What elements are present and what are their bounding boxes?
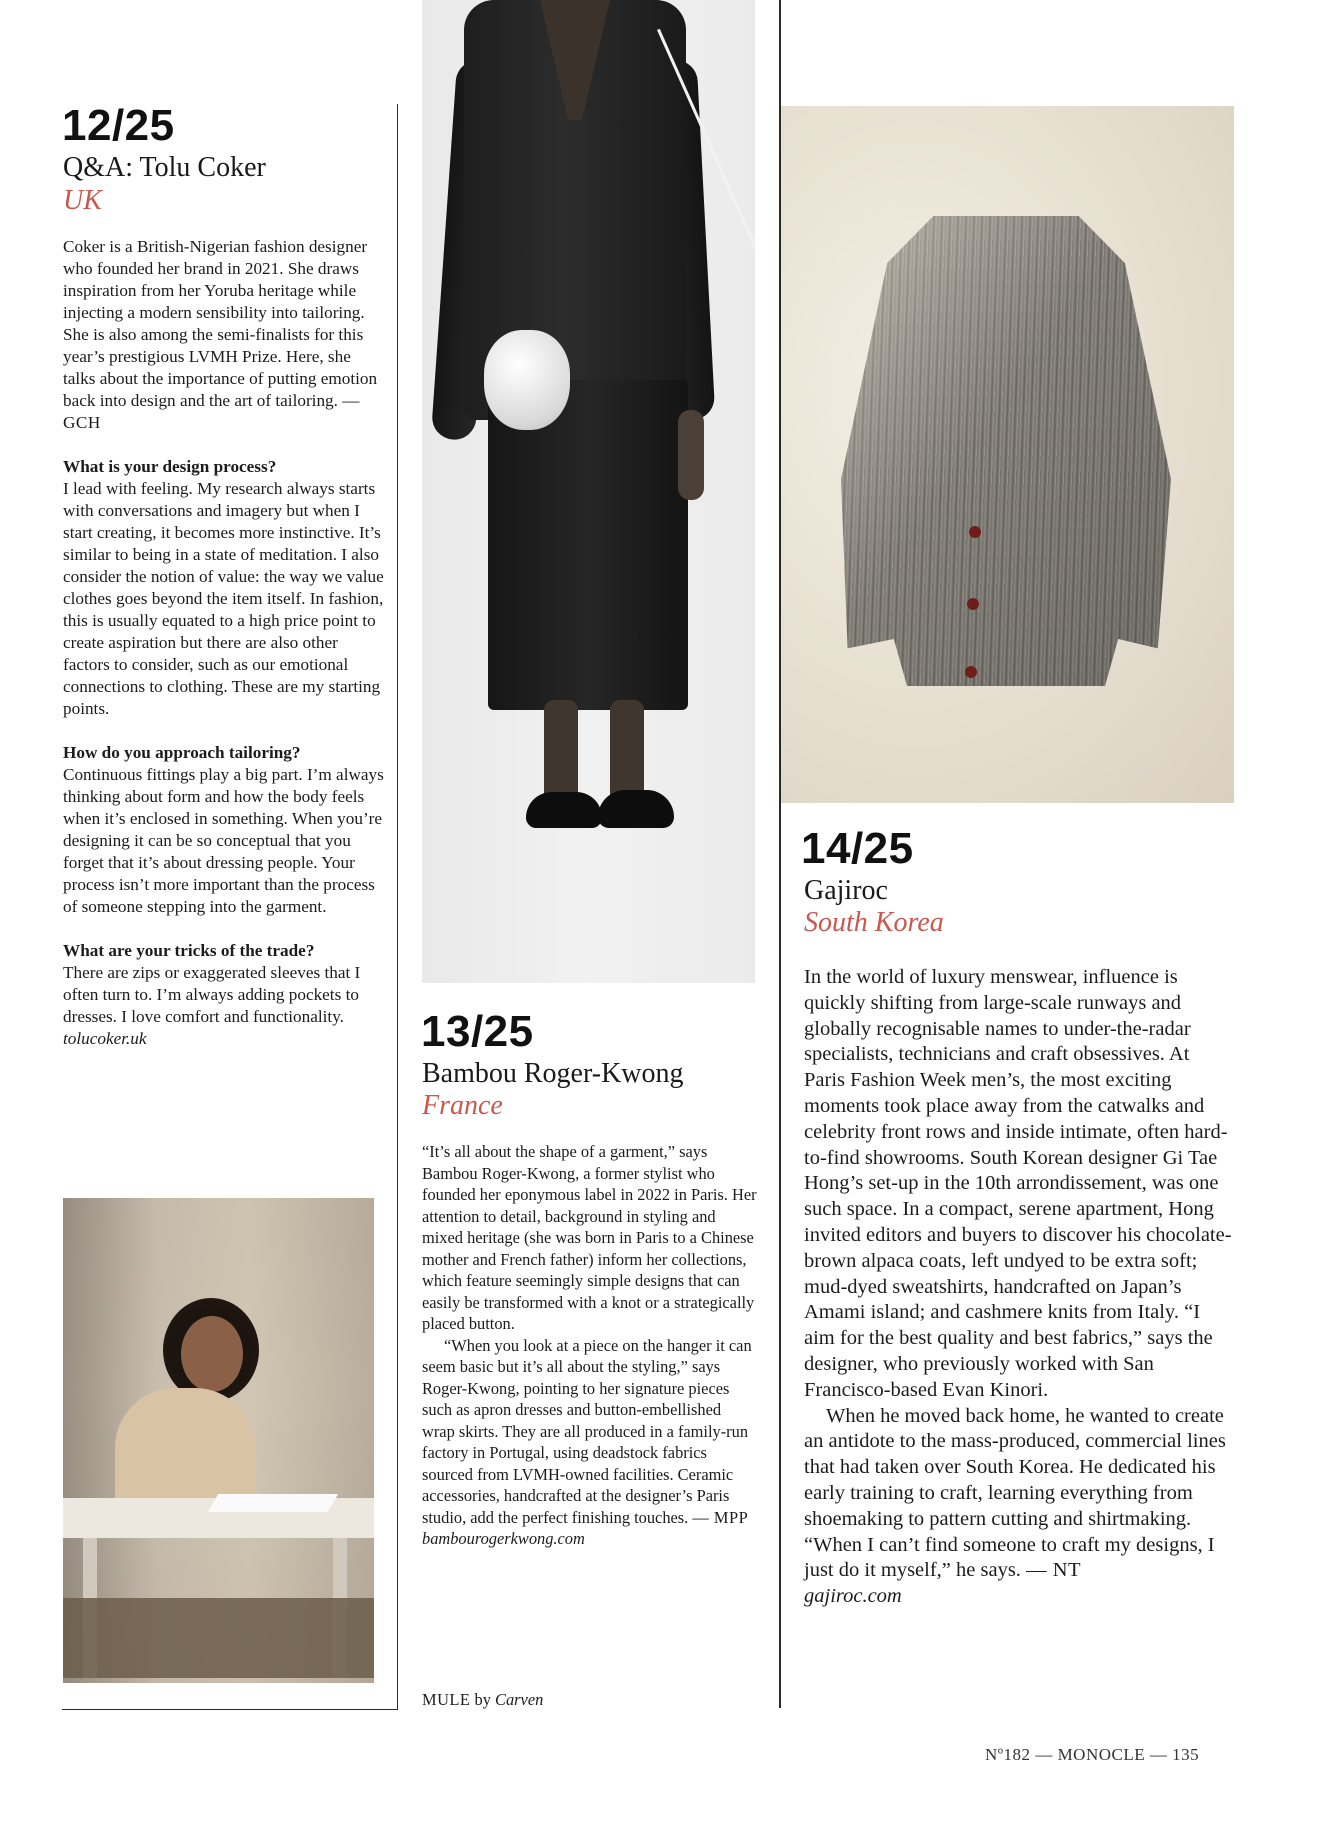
section-number: 14/25 — [801, 824, 914, 873]
question-heading: How do you approach tailoring? — [63, 743, 301, 762]
website-link[interactable]: tolucoker.uk — [63, 1029, 147, 1048]
answer-text: There are zips or exaggerated sleeves that I often turn to. I’m always adding pockets to dresses. I love comfort and functionality. — [63, 963, 361, 1026]
section-title: Bambou Roger-Kwong — [422, 1058, 684, 1089]
website-link[interactable]: bambourogerkwong.com — [422, 1529, 585, 1548]
author-initials: — MPP — [692, 1507, 749, 1527]
answer-text: Continuous fittings play a big part. I’m always thinking about form and how the body feels when it’s enclosed in something. When you’re designing it can be so conceptual that you forget that it’s about dressing people. Your process isn’t more important than the process of someone stepping into the garment. — [63, 765, 384, 916]
photo-figure-body — [115, 1388, 255, 1508]
page-folio — [985, 1745, 1199, 1765]
paragraph: When he moved back home, he wanted to create an antidote to the mass-produced, commercial lines that had taken over South Korea. He dedicated his early training to craft, learning everything from shoemaking to pattern cutting and shirtmaking. “When I can’t find someone to craft my designs, I just do it myself,” he says. — [804, 1404, 1226, 1582]
magazine-name: MONOCLE — [1057, 1745, 1146, 1764]
photo-shelf — [63, 1598, 374, 1678]
jacket-photo — [781, 106, 1234, 803]
intro-text: Coker is a British-Nigerian fashion designer who founded her brand in 2021. She draws inspiration from her Yoruba heritage while injecting a modern sensibility into tailoring. She is also among the semi-finalists for this year’s prestigious LVMH Prize. Here, she talks about the importance of putting emotion back into design and the art of tailoring. — [63, 237, 378, 410]
question-heading: What is your design process? — [63, 457, 277, 476]
website-link[interactable]: gajiroc.com — [804, 1585, 902, 1608]
section-number: 13/25 — [421, 1007, 534, 1056]
article-body — [63, 236, 385, 1050]
caption-by: by — [474, 1690, 491, 1709]
photo-light — [841, 216, 1171, 686]
column-rule-left — [397, 104, 398, 1710]
photo-caption — [422, 1689, 757, 1711]
section-country: France — [422, 1090, 503, 1121]
section-title: Q&A: Tolu Coker — [63, 152, 266, 183]
question-heading: What are your tricks of the trade? — [63, 941, 315, 960]
page-number: 135 — [1172, 1745, 1200, 1764]
photo-figure-hand — [678, 410, 704, 500]
photo-paper — [208, 1494, 338, 1512]
article-body — [422, 1141, 757, 1550]
photo-mule-shoe — [526, 792, 602, 828]
photo-jacket-button — [969, 526, 981, 538]
section-title: Gajiroc — [804, 875, 888, 906]
photo-jacket-button — [967, 598, 979, 610]
designer-portrait-photo — [63, 1198, 374, 1683]
caption-item: MULE — [422, 1690, 471, 1709]
author-initials: — GCH — [63, 391, 360, 432]
section-number: 12/25 — [62, 101, 175, 150]
section-country: South Korea — [804, 907, 944, 938]
issue-number: Nº182 — [985, 1745, 1031, 1764]
paragraph: “It’s all about the shape of a garment,” says Bambou Roger-Kwong, a former stylist who founded her eponymous label in 2022 in Paris. Her attention to detail, background in styling and mixed heritage (she was born in Paris to a Chinese mother and French father) inform her collections, which feature seemingly simple designs that can easily be transformed with a knot or a strategically placed button. — [422, 1142, 757, 1333]
model-photo — [422, 0, 755, 983]
photo-figure-head — [181, 1316, 243, 1392]
caption-brand: Carven — [495, 1690, 544, 1709]
folio-separator: — — [1035, 1745, 1053, 1764]
section-country: UK — [63, 185, 102, 216]
column-rule-bottom-left — [62, 1709, 398, 1710]
answer-text: I lead with feeling. My research always starts with conversations and imagery but when I start creating, it becomes more instinctive. It’s similar to being in a state of meditation. I also consider the notion of value: the way we value clothes goes beyond the item itself. In fashion, this is usually equated to a high price point to create aspiration but there are also other factors to consider, such as our emotional connections to clothing. These are my starting points. — [63, 479, 384, 718]
article-body — [804, 965, 1234, 1610]
paragraph: In the world of luxury menswear, influence is quickly shifting from large-scale runways and globally recognisable names to under-the-radar specialists, technicians and craft obsessives. At Paris Fashion Week men’s, the most exciting moments took place away from the catwalks and celebrity front rows and inside intimate, often hard-to-find showrooms. South Korean designer Gi Tae Hong’s set-up in the 10th arrondissement, was one such space. In a compact, serene apartment, Hong invited editors and buyers to discover his chocolate-brown alpaca coats, left undyed to be extra soft; mud-dyed sweatshirts, handcrafted on Japan’s Amami island; and cashmere knits from Italy. “I aim for the best quality and best fabrics,” says the designer, who previously worked with San Francisco-based Evan Kinori. — [804, 966, 1232, 1401]
photo-bag — [484, 330, 570, 430]
photo-jacket-button — [965, 666, 977, 678]
paragraph: “When you look at a piece on the hanger it can seem basic but it’s all about the styling,” says Roger-Kwong, pointing to her signature pieces such as apron dresses and button-embellished wrap skirts. They are all produced in a family-run factory in Portugal, using deadstock fabrics sourced from LVMH-owned facilities. Ceramic accessories, handcrafted at the designer’s Paris studio, add the perfect finishing touches. — [422, 1335, 752, 1527]
author-initials: — NT — [1026, 1559, 1082, 1582]
photo-mule-shoe — [598, 790, 674, 828]
folio-separator: — — [1149, 1745, 1168, 1764]
